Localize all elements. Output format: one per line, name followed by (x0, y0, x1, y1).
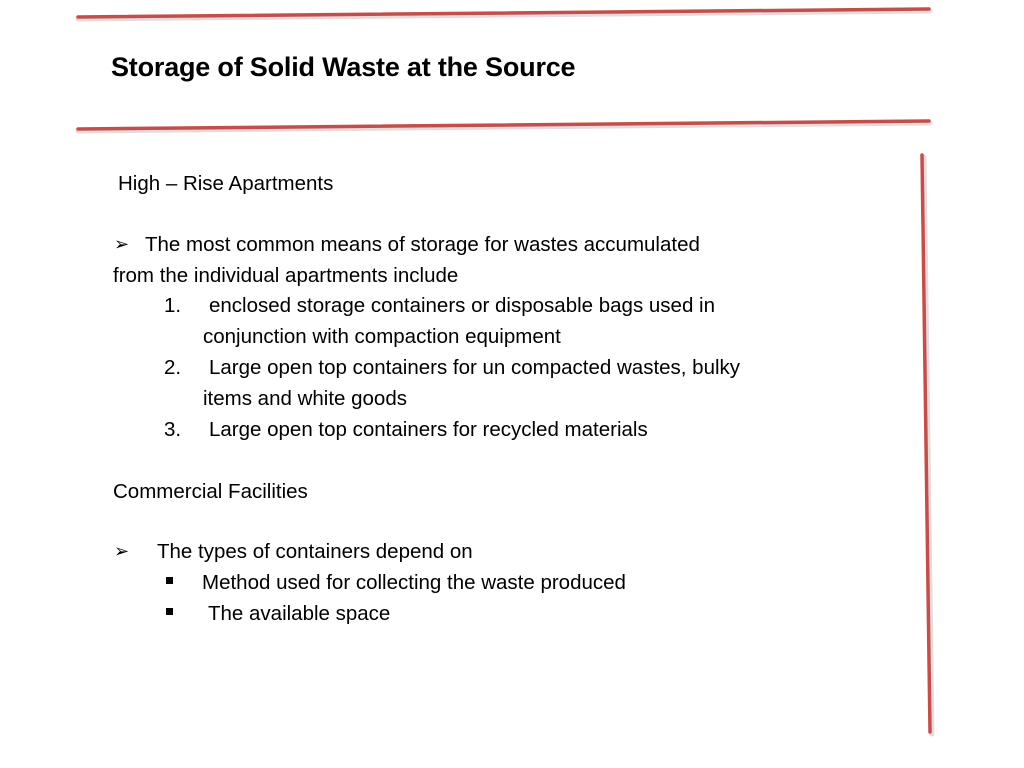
slide-title: Storage of Solid Waste at the Source (111, 52, 576, 82)
sub-item-2: The available space (208, 602, 391, 625)
section-heading-commercial: Commercial Facilities (113, 480, 308, 503)
list-item-3-line-1: Large open top containers for recycled materials (209, 418, 648, 441)
bullet-text: The types of containers depend on (157, 540, 473, 563)
list-item-1-line-2: conjunction with compaction equipment (203, 325, 561, 348)
bullet-text-line-2: from the individual apartments include (113, 264, 459, 287)
square-bullet-icon (166, 608, 173, 615)
list-item-2-line-2: items and white goods (203, 387, 407, 410)
list-number-2: 2. (164, 356, 182, 379)
arrow-bullet-icon: ➢ (114, 234, 130, 254)
sub-item-1: Method used for collecting the waste produced (202, 571, 626, 594)
list-number-3: 3. (164, 418, 182, 441)
bullet-text-line-1: The most common means of storage for wastes accumulated (145, 233, 700, 256)
square-bullet-icon (166, 577, 173, 584)
list-number-1: 1. (164, 294, 182, 317)
list-item-1-line-1: enclosed storage containers or disposable bags used in (209, 294, 715, 317)
list-item-2-line-1: Large open top containers for un compacted wastes, bulky (209, 356, 741, 379)
arrow-bullet-icon: ➢ (114, 541, 130, 561)
section-heading-high-rise: High – Rise Apartments (118, 172, 334, 195)
